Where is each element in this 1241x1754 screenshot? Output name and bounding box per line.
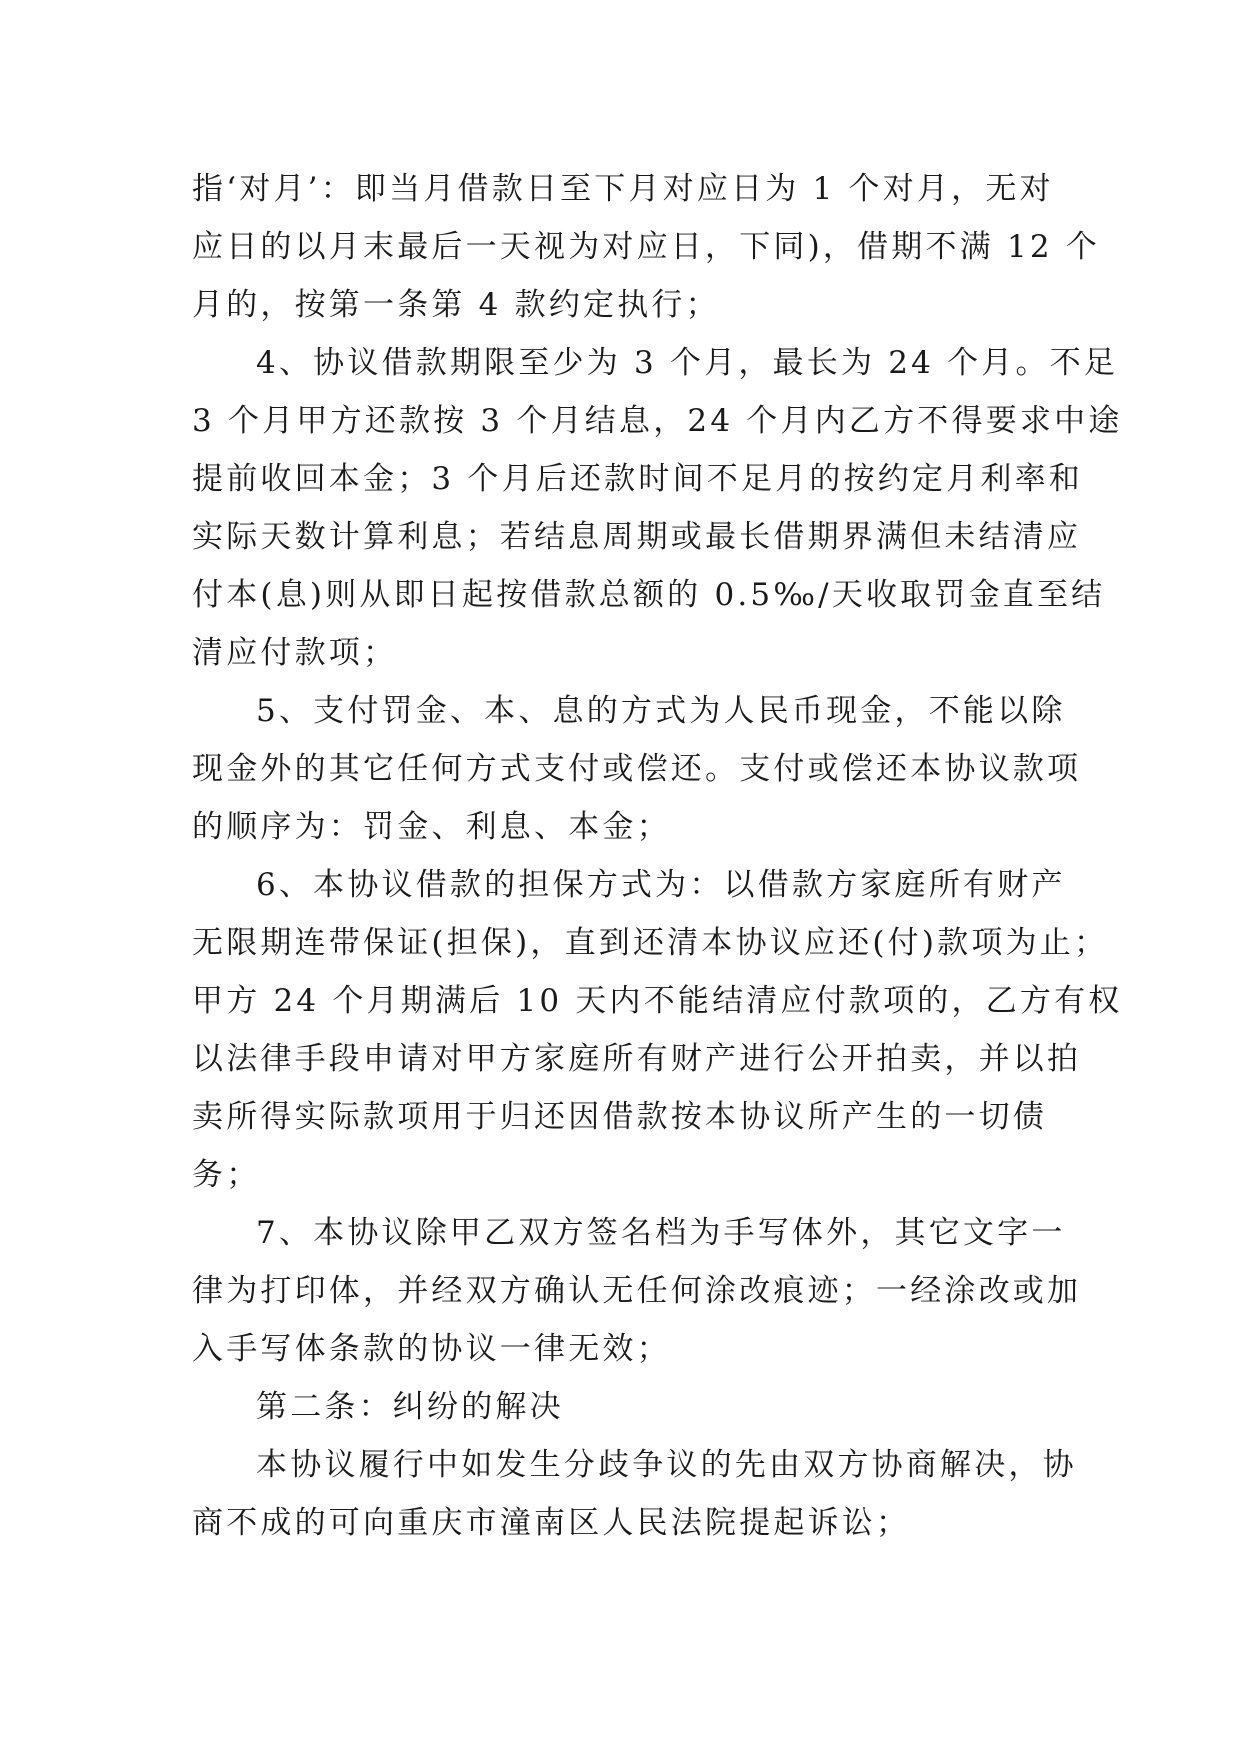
text-line: 的顺序为：罚金、利息、本金； — [192, 809, 671, 845]
text-line: 指‘对月’：即当月借款日至下月对应日为 1 个对月，无对 — [192, 171, 1054, 207]
text-line: 4、协议借款期限至少为 3 个月，最长为 24 个月。不足 — [256, 345, 1119, 381]
text-line: 应日的以月末最后一天视为对应日，下同)，借期不满 12 个 — [192, 229, 1101, 265]
text-line: 入手写体条款的协议一律无效； — [192, 1331, 671, 1367]
text-line: 现金外的其它任何方式支付或偿还。支付或偿还本协议款项 — [192, 751, 1082, 787]
text-line: 6、本协议借款的担保方式为：以借款方家庭所有财产 — [256, 867, 1066, 903]
text-line: 提前收回本金；3 个月后还款时间不足月的按约定月利率和 — [192, 461, 1083, 497]
text-line: 月的，按第一条第 4 款约定执行； — [192, 287, 720, 323]
text-line: 清应付款项； — [192, 635, 398, 671]
text-line: 5、支付罚金、本、息的方式为人民币现金，不能以除 — [256, 693, 1066, 729]
text-line: 律为打印体，并经双方确认无任何涂改痕迹；一经涂改或加 — [192, 1273, 1082, 1309]
text-line: 无限期连带保证(担保)，直到还清本协议应还(付)款项为止； — [192, 925, 1109, 961]
text-line: 第二条：纠纷的解决 — [256, 1389, 564, 1425]
text-line: 甲方 24 个月期满后 10 天内不能结清应付款项的，乙方有权 — [192, 983, 1123, 1019]
text-line: 以法律手段申请对甲方家庭所有财产进行公开拍卖，并以拍 — [192, 1041, 1082, 1077]
text-line: 务； — [192, 1157, 261, 1193]
text-line: 实际天数计算利息；若结息周期或最长借期界满但未结清应 — [192, 519, 1082, 555]
text-line: 3 个月甲方还款按 3 个月结息，24 个月内乙方不得要求中途 — [192, 403, 1123, 439]
document-body — [192, 160, 1123, 1552]
text-line: 付本(息)则从即日起按借款总额的 0.5‰/天收取罚金直至结 — [192, 577, 1106, 613]
text-line: 卖所得实际款项用于归还因借款按本协议所产生的一切债 — [192, 1099, 1047, 1135]
text-line: 本协议履行中如发生分歧争议的先由双方协商解决，协 — [256, 1447, 1077, 1483]
text-line: 7、本协议除甲乙双方签名档为手写体外，其它文字一 — [256, 1215, 1066, 1251]
text-line: 商不成的可向重庆市潼南区人民法院提起诉讼； — [192, 1505, 911, 1541]
